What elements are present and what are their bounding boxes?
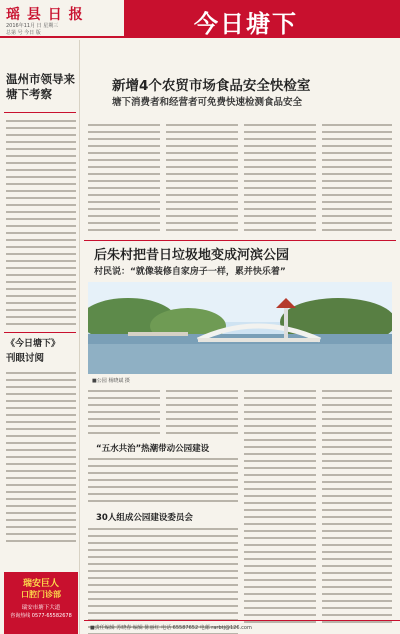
lead-subhead: 塘下消费者和经营者可免费快速检测食品安全 [112,97,303,108]
section-banner [124,0,400,38]
ad-line-1: 瑞安巨人 [22,579,59,589]
subheading-2: 30人组成公园建设委员会 [96,513,193,523]
subheading-1: “五水共治”热潮带动公园建设 [96,444,210,454]
divider [4,112,76,113]
body-text-block [322,124,392,236]
lead-headline: 新增4个农贸市场食品安全快检室 [112,78,311,94]
body-text-block [166,124,238,236]
footer-editor-line: ■责任编辑 苏晓春 编辑 陈丽红 电话 65587652 电邮 rarbtj@126.com [84,620,400,634]
ad-line-4: 咨询热线 0577-65582678 [10,613,72,619]
divider [84,240,396,241]
second-subhead: 村民说：“就像装修自家房子一样，累并快乐着” [94,267,286,277]
body-text-block [244,124,316,236]
section-title: 今日塘下 [194,10,298,38]
newspaper-logo: 瑶 县 日 报 [6,7,84,23]
column-title: 《今日塘下》 [6,339,61,349]
body-text-block [6,120,76,330]
body-text-block [88,124,160,236]
body-text-block [88,390,160,439]
park-photo [88,282,392,374]
column-subtitle: 刊眼讨阅 [6,353,45,364]
ad-line-3: 瑞安市塘下大道 [21,605,61,611]
body-text-block [88,458,238,507]
left-headline: 温州市领导来塘下考察 [6,72,75,101]
body-text-block [322,390,392,628]
date-line: 2016年11月 日 星期三 [6,23,59,29]
body-text-block [6,372,76,547]
advertisement[interactable] [4,572,78,634]
ad-line-2: 口腔门诊部 [21,590,61,599]
second-headline: 后朱村把昔日垃圾地变成河滨公园 [94,248,290,263]
body-text-block [244,390,316,628]
divider [4,332,76,333]
masthead [0,0,400,38]
photo-caption: ■公园 杨晓斌 摄 [92,378,130,384]
issue-line: 总第 号 今日 版 [6,30,41,36]
main-area [84,40,396,634]
body-text-block [88,528,238,634]
left-column [0,40,80,634]
body-text-block [166,390,238,439]
